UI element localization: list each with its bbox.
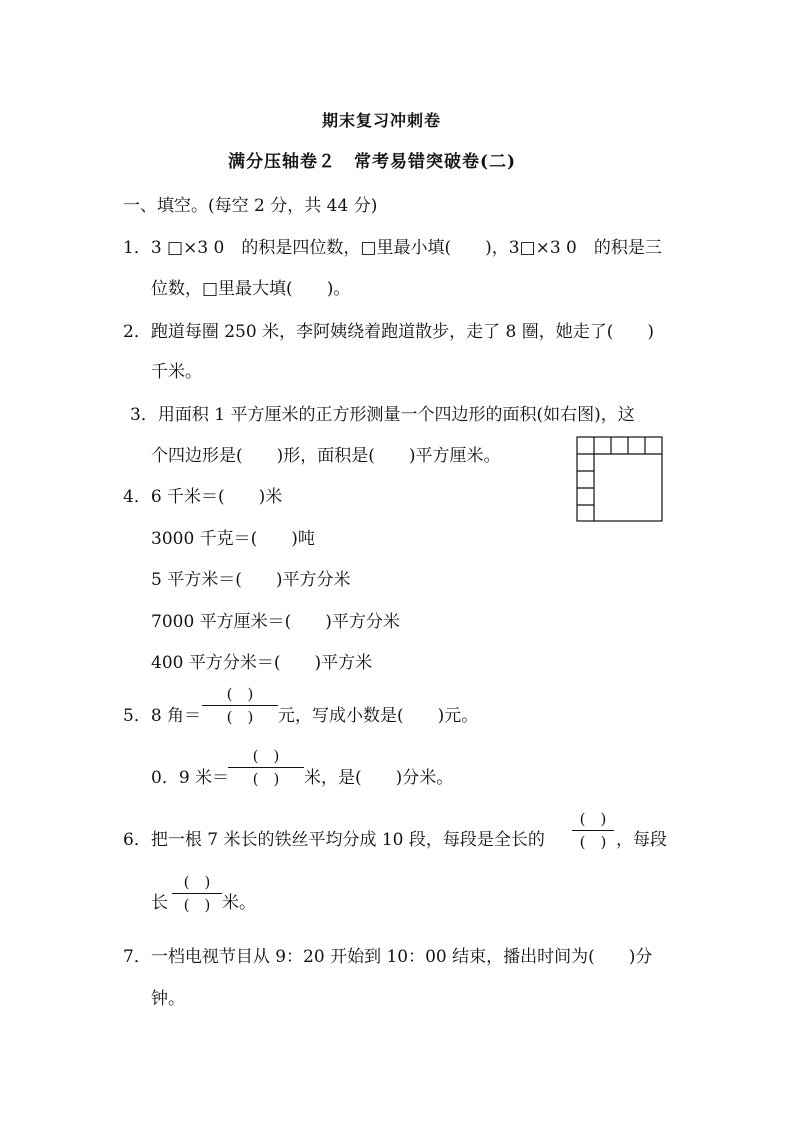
question-6-line-2-suffix: 米。	[222, 893, 256, 913]
denominator-blank: ( )	[226, 708, 254, 726]
question-4-line-5: 400 平方分米＝( )平方米	[151, 653, 373, 673]
numerator-blank: ( )	[226, 685, 254, 703]
denominator-blank: ( )	[579, 833, 607, 851]
fraction-bar	[228, 767, 304, 768]
exam-subtitle: 满分压轴卷２ 常考易错突破卷(二)	[228, 152, 517, 172]
fraction-blank	[572, 809, 614, 852]
fraction-bar	[572, 830, 614, 831]
section-heading: 一、填空。(每空 2 分，共 44 分)	[123, 196, 378, 216]
question-1-line-1: 1．3 □×3 0 的积是四位数，□里最小填( )，3□×3 0 的积是三	[123, 238, 662, 258]
question-6-line-1-prefix: 6．把一根 7 米长的铁丝平均分成 10 段，每段是全长的	[123, 830, 545, 850]
question-4-line-2: 3000 千克＝( )吨	[151, 529, 315, 549]
question-5-line-1-prefix: 5．8 角＝	[123, 706, 202, 726]
question-4-line-4: 7000 平方厘米＝( )平方分米	[151, 612, 400, 632]
fraction-blank	[202, 684, 278, 727]
question-5-line-2-suffix: 米，是( )分米。	[304, 768, 454, 788]
fraction-blank	[172, 872, 222, 915]
numerator-blank: ( )	[252, 747, 280, 765]
question-4-line-3: 5 平方米＝( )平方分米	[151, 570, 351, 590]
fraction-blank	[228, 746, 304, 789]
question-3-line-2: 个四边形是( )形，面积是( )平方厘米。	[151, 446, 501, 466]
question-2-line-1: 2．跑道每圈 250 米，李阿姨绕着跑道散步，走了 8 圈，她走了( )	[123, 322, 654, 342]
question-7-line-2: 钟。	[151, 989, 185, 1009]
numerator-blank: ( )	[579, 810, 607, 828]
question-1-line-2: 位数，□里最大填( )。	[151, 279, 351, 299]
question-5-line-2-prefix: 0．9 米＝	[151, 768, 230, 788]
fraction-bar	[202, 705, 278, 706]
denominator-blank: ( )	[252, 770, 280, 788]
outer-rectangle	[577, 437, 662, 521]
question-5-line-1-suffix: 元，写成小数是( )元。	[278, 706, 479, 726]
question-6-line-2-prefix: 长	[151, 893, 168, 913]
numerator-blank: ( )	[183, 873, 211, 891]
question-3-line-1: 3．用面积 1 平方厘米的正方形测量一个四边形的面积(如右图)，这	[130, 405, 635, 425]
exam-title: 期末复习冲刺卷	[322, 111, 442, 130]
denominator-blank: ( )	[183, 896, 211, 914]
question-4-line-1: 4．6 千米＝( )米	[123, 487, 283, 507]
fraction-bar	[172, 893, 222, 894]
question-2-line-2: 千米。	[151, 362, 202, 382]
quadrilateral-grid-figure	[576, 436, 664, 524]
question-7-line-1: 7．一档电视节目从 9：20 开始到 10：00 结束，播出时间为( )分	[123, 947, 653, 967]
question-6-line-1-suffix: ，每段	[616, 830, 667, 850]
